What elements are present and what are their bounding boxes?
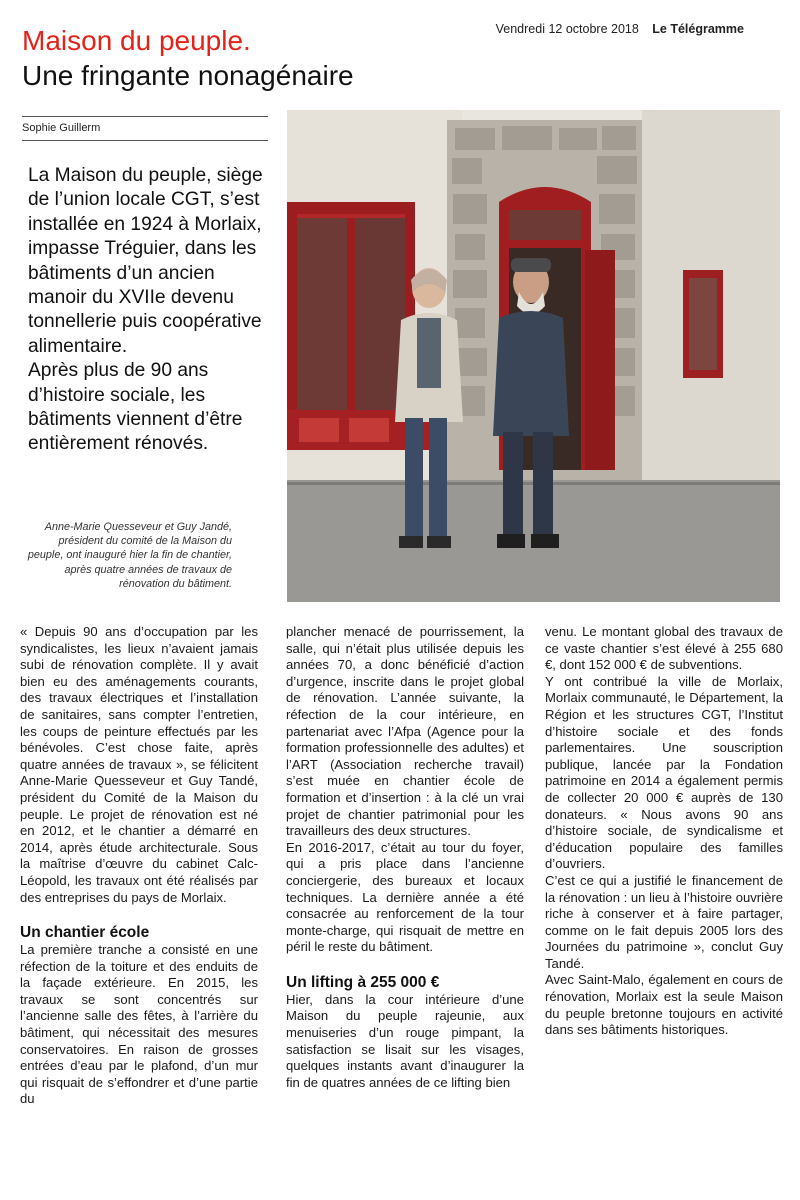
body-paragraph: La première tranche a consisté en une réfection de la toiture et des enduits de la façade extérieure. En 2015, les travaux se sont concentrés sur l’ancienne salle des fêtes, à l’arrière du bâtiment, qui nécessitait des mesures conservatoires. En raison de grosses entrées d’eau par le plafond, d’un mur qui risquait de s’effondrer et d’une partie du bbox=[20, 942, 258, 1107]
article-kicker: Maison du peuple. bbox=[22, 25, 251, 56]
rule-top bbox=[22, 116, 268, 117]
body-paragraph: C’est ce qui a justifié le financement de la rénovation : un lieu à l’histoire ouvrière riche à conserver et à faire partager, comme on le fait depuis 2005 lors des Journées du patrimoine », conclut Guy Tandé. bbox=[545, 872, 784, 971]
author-byline: Sophie Guillerm bbox=[22, 122, 101, 134]
article-column-1 bbox=[20, 624, 258, 1108]
body-paragraph: venu. Le montant global des travaux de ce vaste chantier s’est élevé à 255 680 €, dont 152 000 € de subventions. bbox=[545, 624, 783, 673]
lead-paragraph: La Maison du peuple, siège de l’union locale CGT, s’est installée en 1924 à Morlaix, impasse Tréguier, dans les bâtiments d’un ancien manoir du XVIIe devenu tonnellerie puis coopérative alimentaire. bbox=[28, 165, 263, 357]
dateline bbox=[496, 22, 744, 36]
newspaper-name: Le Télégramme bbox=[652, 22, 744, 36]
subheading: Un lifting à 255 000 € bbox=[286, 973, 440, 991]
body-paragraph: En 2016-2017, c’était au tour du foyer, qui a pris place dans l’ancienne conciergerie, des bureaux et locaux techniques. La dernière année a été consacrée au renforcement de la tour monte-charge, qui risquait de mettre en péril le reste du bâtiment. bbox=[286, 839, 524, 955]
subheading: Un chantier école bbox=[20, 924, 150, 942]
article-photo bbox=[287, 110, 780, 602]
body-paragraph: Hier, dans la cour intérieure d’une Maison du peuple rajeunie, aux menuiseries d’un rouge pimpant, la satisfaction se lisait sur les visages, quelques instants avant d’inaugurer la fin de quatres années de ce lifting bien bbox=[286, 991, 524, 1090]
body-paragraph: Avec Saint-Malo, également en cours de rénovation, Morlaix est la seule Maison du peuple bretonne toujours en activité dans ses bâtiments historiques. bbox=[545, 972, 783, 1038]
lead-paragraph: Après plus de 90 ans d’histoire sociale, les bâtiments viennent d’être entièrement rénovés. bbox=[28, 360, 243, 455]
article-column-3 bbox=[545, 624, 783, 1039]
article-lead bbox=[28, 164, 276, 457]
body-paragraph: plancher menacé de pourrissement, la salle, qui n’était plus utilisée depuis les années 70, a donc bénéficié d’action d’urgence, inscrite dans le projet global de rénovation. L’année suivante, la réfection de la cour intérieure, en partenariat avec l’Afpa (Agence pour la formation professionnelle des adultes) et l’ART (Association recherche travail) s’est muée en chantier école de formation et d’insertion : à la clé un vrai projet de chantier patrimonial pour les travailleurs des deux structures. bbox=[286, 624, 524, 839]
rule-bottom bbox=[22, 140, 268, 141]
article-column-2 bbox=[286, 624, 524, 1091]
article-title: Une fringante nonagénaire bbox=[22, 60, 354, 91]
body-paragraph: Y ont contribué la ville de Morlaix, Morlaix communauté, le Département, la Région et les structures CGT, l’Institut d’histoire sociale et des fonds parlementaires. Une souscription publique, lancée par la Fondation patrimoine en 2014 a également permis de collecter 20 000 € auprès de 130 donateurs. « Nous avons 90 ans d’histoire sociale, de syndicalisme et d’éducation populaire des familles d’ouvriers. bbox=[545, 673, 783, 872]
photo-caption: Anne-Marie Quesseveur et Guy Jandé, président du comité de la Maison du peuple, ont inauguré hier la fin de chantier, après quatre années de travaux de rénovation du bâtiment. bbox=[27, 521, 232, 590]
publication-date: Vendredi 12 octobre 2018 bbox=[495, 22, 639, 36]
body-paragraph: « Depuis 90 ans d’occupation par les syndicalistes, les lieux n’avaient jamais subi de rénovation complète. Il y avait bien eu des aménagements courants, des travaux électriques et l’installation de sanitaires, sans compter l’entretien, les coups de peinture effectués par les bénévoles. C’est chose faite, après quatre années de travaux », se félicitent Anne-Marie Quesseveur et Guy Tandé, président du Comité de la Maison du peuple. Le projet de rénovation est né en 2012, et le chantier a démarré en 2014, après étude architecturale. Sous la maîtrise d’œuvre du cabinet Calc-Léopold, les travaux ont été réalisés par des entreprises du pays de Morlaix. bbox=[20, 624, 258, 905]
